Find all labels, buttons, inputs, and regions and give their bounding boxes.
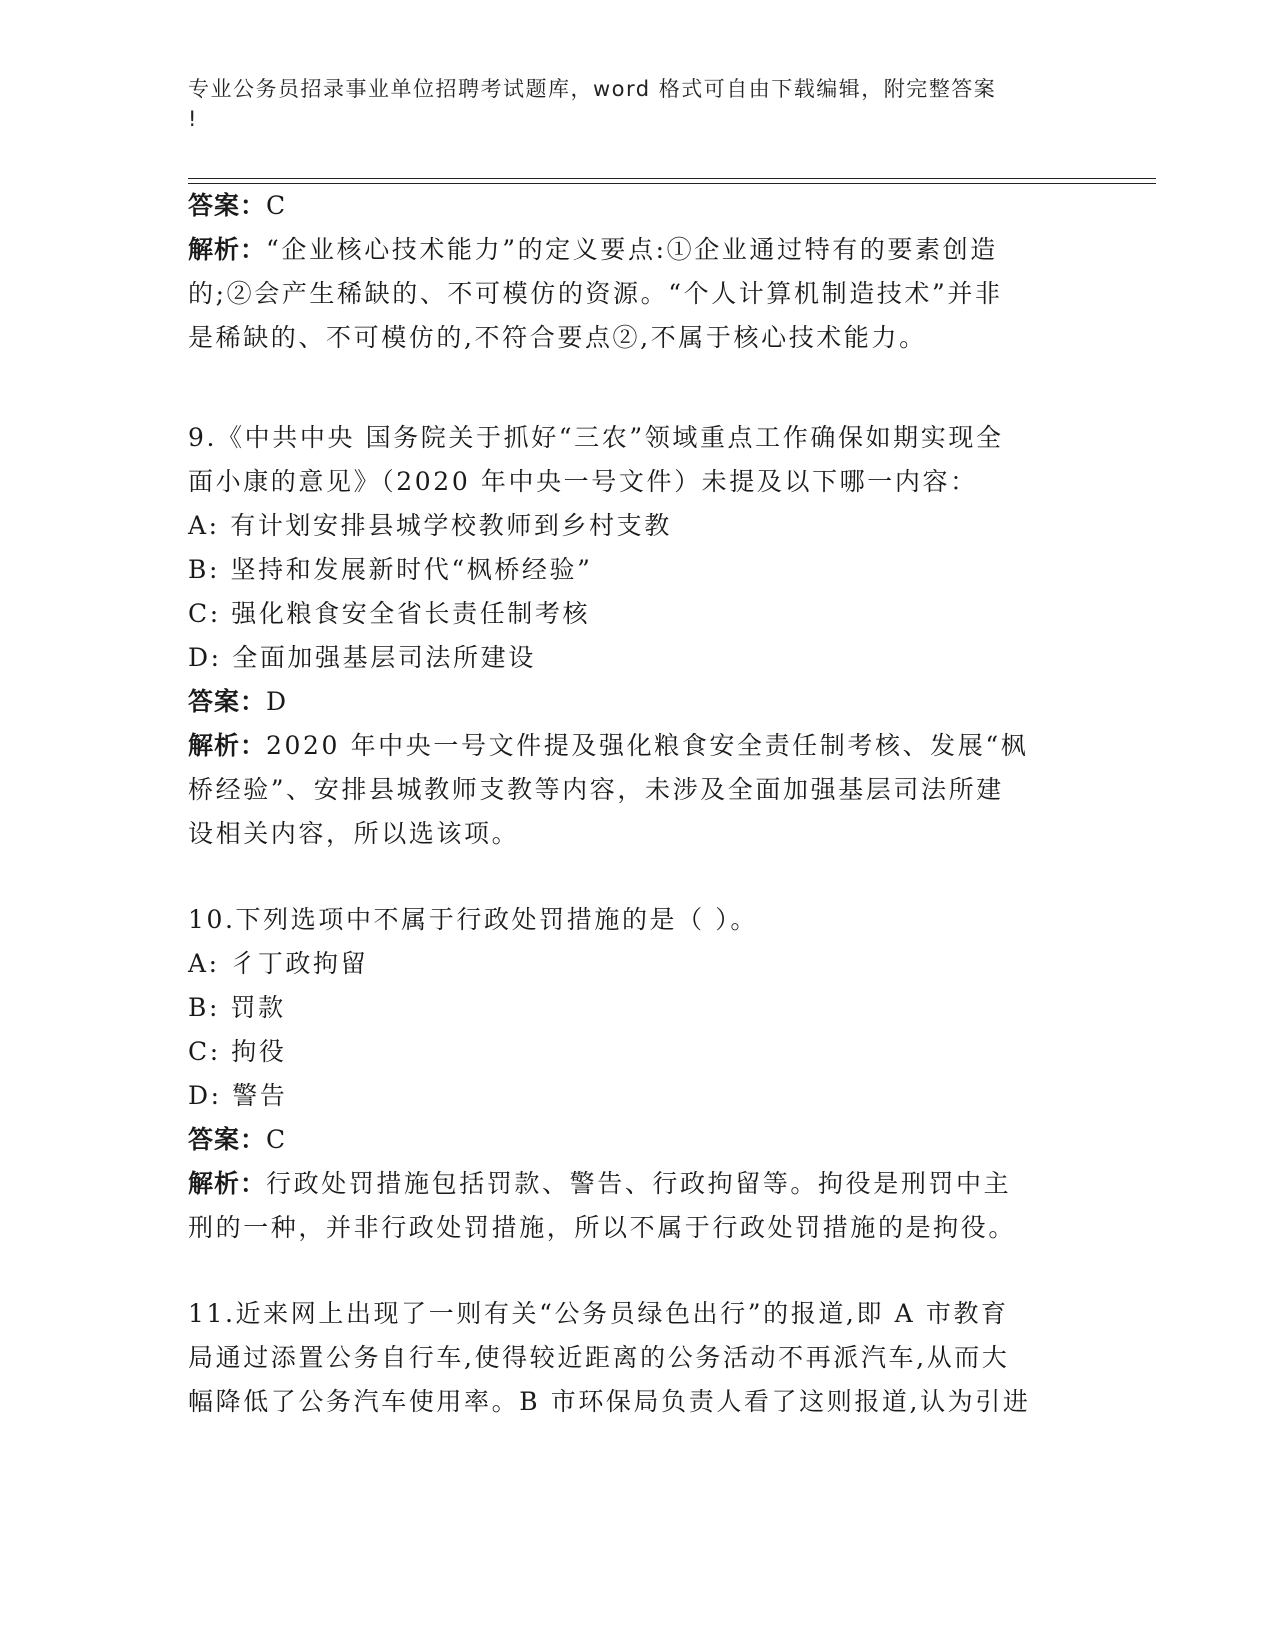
analysis-text: 行政处罚措施包括罚款、警告、行政拘留等。拘役是刑罚中主 <box>266 1169 1012 1198</box>
q11-question-line-3: 幅降低了公务汽车使用率。B 市环保局负责人看了这则报道,认为引进 <box>188 1387 1031 1416</box>
answer-label: 答案： <box>188 191 267 220</box>
analysis-label: 解析： <box>188 1169 267 1198</box>
page-header <box>188 74 1088 134</box>
q10-question: 10.下列选项中不属于行政处罚措施的是（ ）。 <box>188 905 759 934</box>
q9-option-a: A: 有计划安排县城学校教师到乡村支教 <box>188 511 672 540</box>
q10-option-b: B: 罚款 <box>188 993 286 1022</box>
q10-option-c: C: 拘役 <box>188 1037 287 1066</box>
q8-analysis-line-3: 是稀缺的、不可模仿的,不符合要点②,不属于核心技术能力。 <box>188 323 927 352</box>
header-divider-second <box>188 183 1156 184</box>
q10-option-d: D: 警告 <box>188 1081 288 1110</box>
q9-question-line-2: 面小康的意见》（2020 年中央一号文件）未提及以下哪一内容： <box>188 467 978 496</box>
q10-analysis-line-1 <box>188 1164 1011 1200</box>
q11-question-line-1: 11.近来网上出现了一则有关“公务员绿色出行”的报道,即 A 市教育 <box>188 1299 1009 1328</box>
analysis-text: 2020 年中央一号文件提及强化粮食安全责任制考核、发展“枫 <box>266 731 1029 760</box>
q10-answer-line <box>188 1120 288 1156</box>
header-text: 专业公务员招录事业单位招聘考试题库，word 格式可自由下载编辑，附完整答案 <box>188 77 997 101</box>
q9-analysis-line-3: 设相关内容，所以选该项。 <box>188 819 520 848</box>
q9-option-c: C: 强化粮食安全省长责任制考核 <box>188 599 591 628</box>
q10-analysis-line-2: 刑的一种，并非行政处罚措施，所以不属于行政处罚措施的是拘役。 <box>188 1213 1017 1242</box>
q8-answer-line <box>188 186 288 222</box>
answer-value: C <box>266 1125 288 1154</box>
q8-analysis-line-1 <box>188 230 998 266</box>
analysis-label: 解析： <box>188 731 267 760</box>
q8-analysis-line-2: 的;②会产生稀缺的、不可模仿的资源。“个人计算机制造技术”并非 <box>188 279 1003 308</box>
q9-option-d: D: 全面加强基层司法所建设 <box>188 643 536 672</box>
answer-value: D <box>266 687 289 716</box>
q9-option-b: B: 坚持和发展新时代“枫桥经验” <box>188 555 593 584</box>
analysis-label: 解析： <box>188 235 267 264</box>
q9-question-line-1: 9.《中共中央 国务院关于抓好“三农”领域重点工作确保如期实现全 <box>188 423 1004 452</box>
analysis-text: “企业核心技术能力”的定义要点:①企业通过特有的要素创造 <box>266 235 998 264</box>
header-divider <box>188 178 1156 179</box>
answer-value: C <box>266 191 288 220</box>
header-text-end: ! <box>188 107 198 131</box>
q10-option-a: A: 彳丁政拘留 <box>188 949 369 978</box>
q11-question-line-2: 局通过添置公务自行车,使得较近距离的公务活动不再派汽车,从而大 <box>188 1343 1010 1372</box>
q9-analysis-line-1 <box>188 726 1028 762</box>
answer-label: 答案： <box>188 1125 267 1154</box>
q9-analysis-line-2: 桥经验”、安排县城教师支教等内容，未涉及全面加强基层司法所建 <box>188 775 1004 804</box>
answer-label: 答案： <box>188 687 267 716</box>
q9-answer-line <box>188 682 289 718</box>
